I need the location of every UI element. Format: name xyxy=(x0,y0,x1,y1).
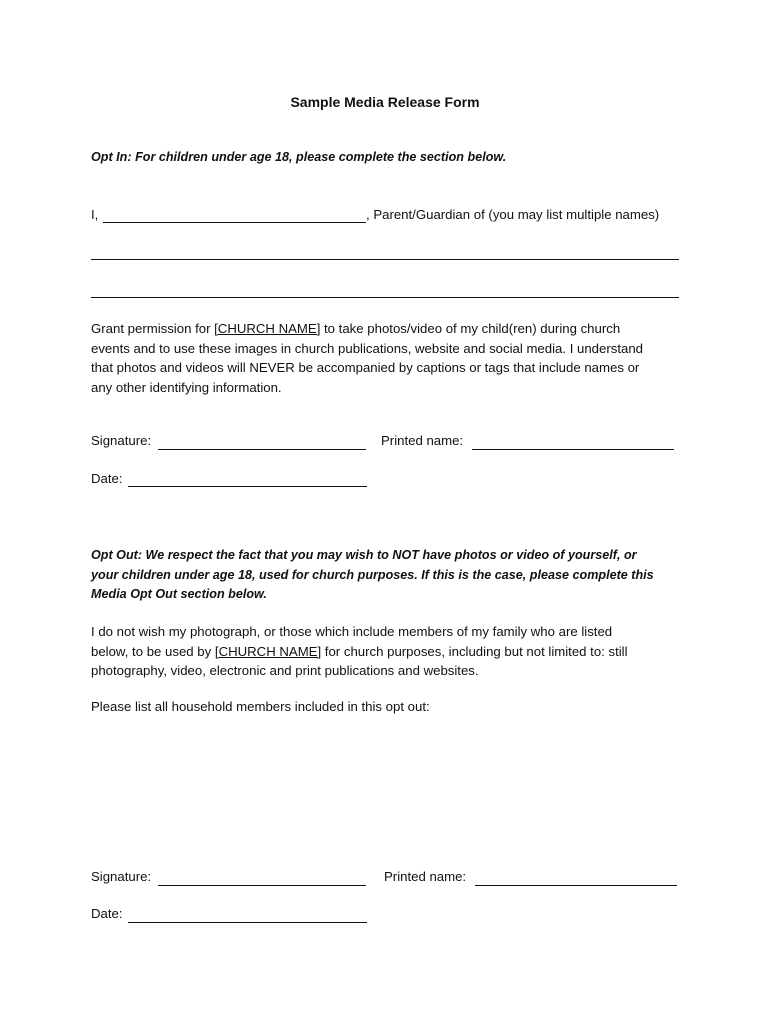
opt-out-signature-label: Signature: xyxy=(91,869,152,884)
opt-out-signature-field[interactable] xyxy=(158,885,366,886)
children-names-field-2[interactable] xyxy=(91,297,679,298)
grant-line-1-end: to take photos/video of my child(ren) during church xyxy=(320,321,621,336)
grant-line-1 xyxy=(91,319,643,339)
opt-out-line-1: I do not wish my photograph, or those which include members of my family who are listed xyxy=(91,624,613,639)
guardian-of-text: , Parent/Guardian of (you may list multiple names) xyxy=(366,207,660,222)
opt-out-heading-line-1: Opt Out: We respect the fact that you may wish to NOT have photos or video of yourself, or xyxy=(91,548,637,562)
church-name-placeholder-2: [CHURCH NAME] xyxy=(214,643,322,659)
i-label: I, xyxy=(91,207,99,222)
opt-out-date-field[interactable] xyxy=(128,922,367,923)
opt-out-printed-name-label: Printed name: xyxy=(384,869,467,884)
opt-in-signature-field[interactable] xyxy=(158,449,366,450)
grant-line-3: that photos and videos will NEVER be accompanied by captions or tags that include names or xyxy=(91,360,640,375)
opt-out-heading-line-2: your children under age 18, used for church purposes. If this is the case, please complete this xyxy=(91,567,654,582)
opt-out-date-label: Date: xyxy=(91,906,123,921)
opt-out-line-2-end: for church purposes, including but not limited to: still xyxy=(321,643,628,659)
opt-out-line-3: photography, video, electronic and print publications and websites. xyxy=(91,663,479,678)
opt-out-line-2-start: below, to be used by xyxy=(91,643,215,659)
opt-in-date-field[interactable] xyxy=(128,486,367,487)
opt-in-heading: Opt In: For children under age 18, please complete the section below. xyxy=(91,150,507,164)
opt-out-paragraph xyxy=(91,622,628,681)
grant-line-2: events and to use these images in church publications, website and social media. I understand xyxy=(91,340,644,356)
grant-line-4: any other identifying information. xyxy=(91,379,282,395)
household-members-prompt: Please list all household members included in this opt out: xyxy=(91,699,430,714)
opt-out-heading-line-3: Media Opt Out section below. xyxy=(91,587,267,601)
children-names-field-1[interactable] xyxy=(91,259,679,260)
church-name-placeholder: [CHURCH NAME] xyxy=(214,321,321,336)
opt-in-printed-name-label: Printed name: xyxy=(381,433,464,448)
grant-permission-paragraph xyxy=(91,319,643,397)
opt-out-printed-name-field[interactable] xyxy=(475,885,677,886)
guardian-name-field[interactable] xyxy=(103,222,366,223)
opt-in-signature-label: Signature: xyxy=(91,433,152,448)
form-title: Sample Media Release Form xyxy=(290,94,480,110)
opt-out-heading xyxy=(91,546,654,605)
opt-in-date-label: Date: xyxy=(91,471,123,486)
opt-out-line-2 xyxy=(91,642,628,662)
opt-in-printed-name-field[interactable] xyxy=(472,449,674,450)
grant-line-1-start: Grant permission for xyxy=(91,321,215,336)
